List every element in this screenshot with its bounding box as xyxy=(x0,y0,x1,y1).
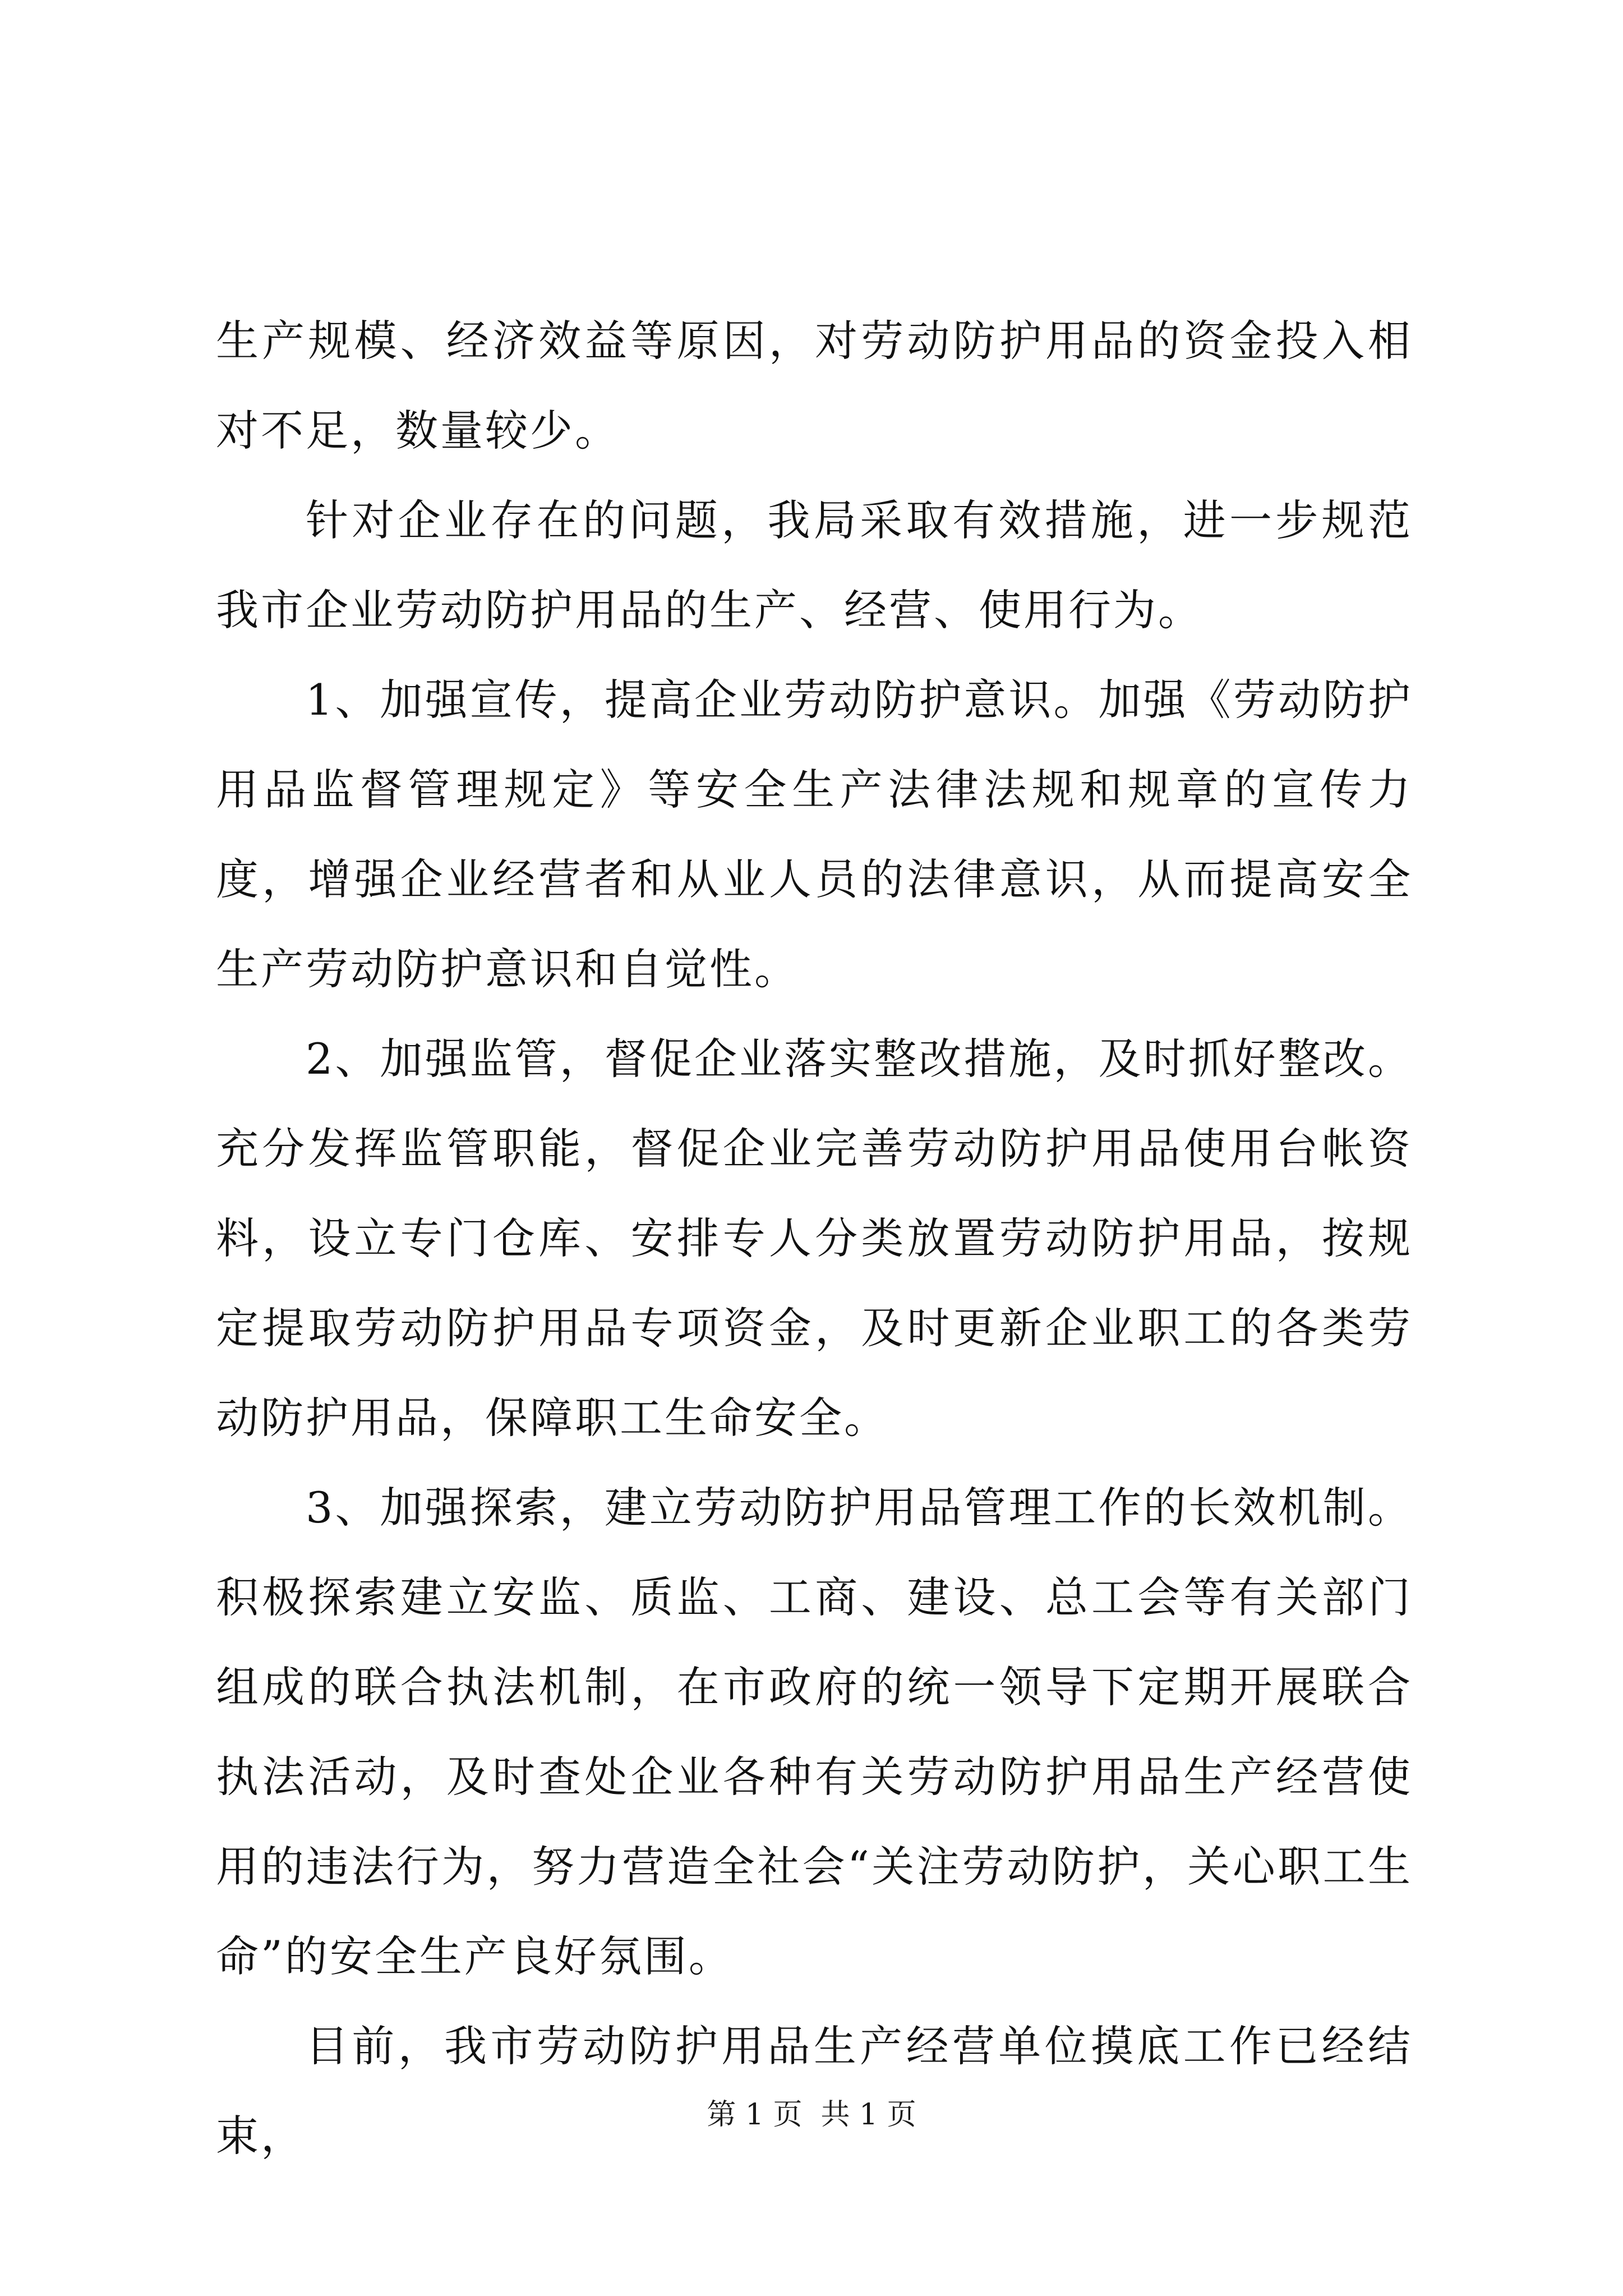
paragraph-6: 目前，我市劳动防护用品生产经营单位摸底工作已经结束， xyxy=(216,2021,1413,2161)
paragraph-5: 3、加强探索，建立劳动防护用品管理工作的长效机制。积极探索建立安监、质监、工商、建设、总工会等有关部门组成的联合执法机制，在市政府的统一领导下定期开展联合执法活动，及时查处企业各种有关劳动防护用品生产经营使用的违法行为，努力营造全社会“关注劳动防护，关心职工生命”的安全生产良好氛围。 xyxy=(216,1483,1413,1981)
paragraph-4: 2、加强监管，督促企业落实整改措施，及时抓好整改。充分发挥监管职能，督促企业完善劳动防护用品使用台帐资料，设立专门仓库、安排专人分类放置劳动防护用品，按规定提取劳动防护用品专项资金，及时更新企业职工的各类劳动防护用品，保障职工生命安全。 xyxy=(216,1034,1413,1443)
paragraph-1: 生产规模、经济效益等原因，对劳动防护用品的资金投入相对不足，数量较少。 xyxy=(216,316,1413,455)
document-body xyxy=(216,296,1413,2181)
page-footer: 第 1 页 共 1 页 xyxy=(707,2098,916,2132)
paragraph-3: 1、加强宣传，提高企业劳动防护意识。加强《劳动防护用品监督管理规定》等安全生产法律法规和规章的宣传力度，增强企业经营者和从业人员的法律意识，从而提高安全生产劳动防护意识和自觉性。 xyxy=(216,675,1413,994)
paragraph-2: 针对企业存在的问题，我局采取有效措施，进一步规范我市企业劳动防护用品的生产、经营、使用行为。 xyxy=(216,495,1413,635)
